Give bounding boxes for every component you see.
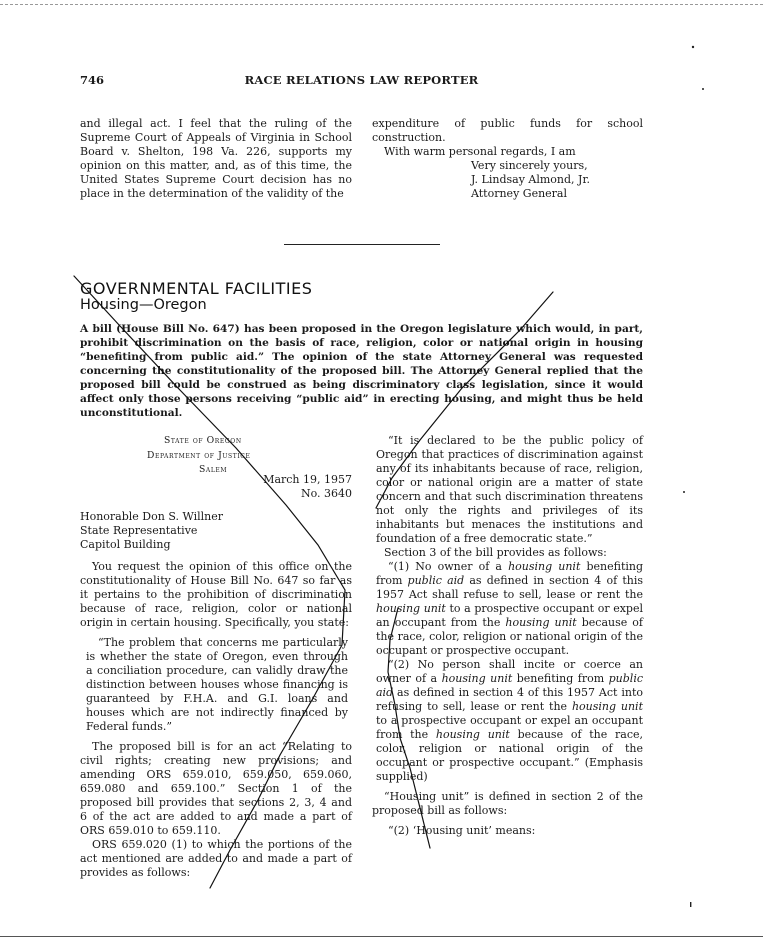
letterhead-city: Salem (199, 464, 228, 475)
addressee-place: Capitol Building (80, 538, 171, 551)
speck (702, 88, 704, 90)
continuation-paragraph: and illegal act. I feel that the ruling of the Supreme Court of Appeals of Virginia in School Board v. Shelton, 198 Va. 226, supports my opinion on this matter, and, as of this time, the United States Supreme Court decision has no place in the determination of the validity of the (80, 117, 352, 200)
addressee-block (80, 510, 352, 552)
request-paragraph: You request the opinion of this office on the constitutionality of House Bill No. 647 so far as it pertains to the prohibition of discrimination because of race, religion, color or national origin in certain housing. Specifically, you state: (80, 560, 352, 629)
top-right-column (372, 117, 643, 201)
section-title: GOVERNMENTAL FACILITIES (80, 279, 313, 298)
subsection-title: Housing—Oregon (80, 297, 207, 313)
running-title: RACE RELATIONS LAW REPORTER (244, 73, 479, 87)
speck (692, 46, 694, 48)
speck (683, 491, 685, 493)
addressee-name: Honorable Don S. Willner (80, 510, 223, 523)
letterhead-state: State of Oregon (164, 435, 242, 446)
housing-unit-definition-intro: “Housing unit” is defined in section 2 of the proposed bill as follows: (372, 790, 643, 817)
signer-name: J. Lindsay Almond, Jr. (471, 173, 591, 186)
dateline (80, 473, 352, 501)
letterhead-department: Department of Justice (147, 449, 251, 461)
section3-subsection1: “(1) No owner of a housing unit benefiting from public aid as defined in section 4 of this 1957 Act shall refuse to sell, lease or rent the housing unit to a prospective occupant or expel an occupant from the housing unit because of the race, color, religion or national origin of the occupant or prospective occupant. (376, 560, 644, 657)
top-scan-edge (0, 4, 763, 5)
signer-title: Attorney General (471, 187, 568, 200)
bottom-scan-edge (0, 936, 763, 937)
section3-subsection2: “(2) No person shall incite or coerce an owner of a housing unit benefiting from public aid as defined in section 4 of this 1957 Act into refusing to sell, lease or rent the housing unit to a prospective occupant or expel an occupant from the housing unit because of the race, color, religion or national origin of the occupant or prospective occupant.” (Emphasis supplied) (376, 658, 644, 783)
speck (690, 902, 691, 907)
top-left-column (80, 117, 352, 201)
addressee-title: State Representative (80, 524, 198, 537)
case-summary: A bill (House Bill No. 647) has been proposed in the Oregon legislature which would, in part, prohibit discrimination on the basis of race, religion, color or national origin in housing “benefiting from public aid.” The opinion of the state Attorney General was requested concerning the constitutionality of the proposed bill. The Attorney General replied that the proposed bill could be construed as being discriminatory class legislation, since it would affect only those persons receiving “public aid” in erecting housing, and might thus be held unconstitutional. (80, 323, 643, 419)
page-number: 746 (80, 73, 105, 87)
regards-line: With warm personal regards, I am (384, 145, 576, 158)
section3-intro: Section 3 of the bill provides as follows: (384, 546, 607, 559)
section-divider (284, 244, 440, 245)
letterhead (80, 434, 352, 478)
closing-line: Very sincerely yours, (471, 159, 588, 172)
page-header (80, 73, 643, 89)
public-policy-quote: “It is declared to be the public policy of Oregon that practices of discrimination against any of its inhabitants because of race, religion, color or national origin are a matter of state concern and that such discrimination threatens not only the rights and privileges of its inhabitants but menaces the institutions and foundation of a free democratic state.” (376, 434, 643, 545)
ors-paragraph: ORS 659.020 (1) to which the portions of the act mentioned are added to and made a part of provides as follows: (80, 838, 352, 879)
bill-description-paragraph: The proposed bill is for an act “Relating to civil rights; creating new provisions; and amending ORS 659.010, 659.050, 659.060, 659.080 and 659.100.” Section 1 of the proposed bill provides that sections 2, 3, 4 and 6 of the act are added to and made a part of ORS 659.010 to 659.110. (80, 740, 352, 837)
quoted-question: “The problem that concerns me particularly is whether the state of Oregon, even through a conciliation procedure, can validly draw the distinction between houses whose financing is guaranteed by F.H.A. and G.I. loans and houses which are not indirectly financed by Federal funds.” (86, 636, 348, 733)
continuation-paragraph-right: expenditure of public funds for school construction. (372, 117, 643, 144)
opinion-number: No. 3640 (300, 487, 352, 500)
letter-right-column (372, 434, 643, 838)
housing-unit-definition-start: “(2) ‘Housing unit’ means: (388, 824, 536, 837)
letter-left-column (80, 560, 352, 880)
letter-date: March 19, 1957 (263, 473, 352, 486)
